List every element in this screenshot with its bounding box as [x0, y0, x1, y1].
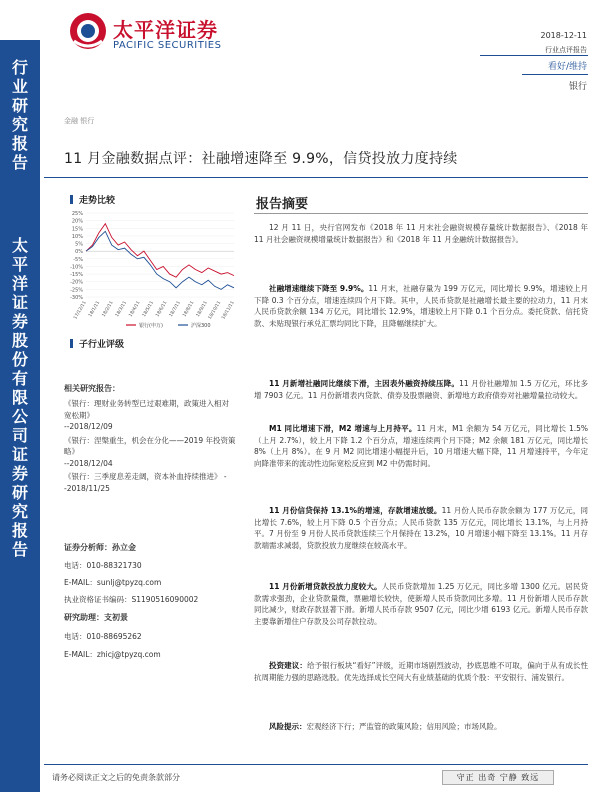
- y-tick-label: -30%: [70, 295, 83, 301]
- abstract-paragraph: M1 同比增速下滑，M2 增速与上月持平。11 月末，M1 余额为 54 万亿元，同比增长 1.5%（上月 2.7%），较上月下降 1.2 个百分点，增速连续两个月下降；M2 余额 181 万亿元，同比增长 8%（上月 8%）。在 9 月 M2 同比增速小幅提升后，10 月增速大幅下降，11 月增速持平，今年定向降准带来的流动性边际宽松反应到 M2 中仍需时间。: [254, 424, 588, 468]
- footer-rule: [44, 764, 588, 765]
- abstract-paragraph: 11 月份信贷保持 13.1%的增速，存款增速放缓。11 月份人民币存款余额为 177 万亿元，同比增长 7.6%，较上月下降 0.5 个百分点；人民币贷款 135 万亿元，同比增长 13.1%，与上月持平。7 月份至 9 月份人民币贷款连续三个月保持在 13.2%，10 月增速小幅下降至 13.1%。11 月存款端需求减弱，贷款投放力度继续在较高水平。: [254, 506, 588, 550]
- related-item[interactable]: 《银行：涅槃重生，机会在分化——2019 年投资策略》 --2018/12/04: [64, 435, 236, 468]
- abstract-paragraph: 风险提示：宏观经济下行；严监管的政策风险；信用风险；市场风险。: [269, 722, 502, 731]
- x-tick-label: 18/3/11: [115, 300, 129, 319]
- subindustry-heading: 子行业评级: [70, 337, 124, 350]
- series-line: [86, 224, 234, 277]
- y-tick-label: -15%: [70, 272, 83, 279]
- x-tick-label: 18/4/11: [128, 300, 142, 319]
- assistant-heading: 研究助理：支初景: [64, 613, 128, 622]
- assistant-phone: 电话：010-88695262: [64, 632, 142, 641]
- legend-label: 银行(申万): [139, 323, 163, 329]
- header-rule: [522, 74, 588, 75]
- analyst-license: 执业资格证书编码：S1190516090002: [64, 595, 199, 604]
- y-tick-label: -5%: [73, 256, 83, 263]
- header-rule: [480, 55, 588, 56]
- report-type: 行业点评报告: [545, 46, 587, 54]
- x-tick-label: 18/8/11: [182, 300, 196, 319]
- sidebar-top-label: 行 业 研 究 报 告: [11, 58, 28, 172]
- abstract-paragraph: 12 月 11 日，央行官网发布《2018 年 11 月末社会融资规模存量统计数据报告》、《2018 年 11 月社会融资规模增量统计数据报告》和《2018 年 11 月金融统计数据报告》。: [254, 223, 588, 244]
- sidebar: [0, 40, 40, 792]
- y-tick-label: -20%: [70, 279, 83, 286]
- trend-heading: 走势比较: [70, 193, 115, 206]
- abstract-paragraph: 投资建议：给予银行板块“看好”评级，近期市场剧烈波动，抄底思维不可取，偏向于从有成长性抗周期能力强的思路选股。优先选择成长空间大有业绩基础的优质个股：平安银行、浦发银行。: [254, 661, 588, 682]
- x-tick-label: 18/11/11: [221, 300, 236, 321]
- related-item[interactable]: 《银行：理财业务转型已过艰难期，政策进入相对宽松期》 --2018/12/09: [64, 399, 229, 431]
- x-tick-label: 18/9/11: [195, 300, 209, 319]
- y-tick-label: 20%: [71, 218, 83, 225]
- abstract-rule: [254, 213, 588, 214]
- series-line: [86, 231, 234, 289]
- industry-label: 银行: [568, 82, 587, 92]
- assistant-email[interactable]: E-MAIL：zhicj@tpyzq.com: [64, 650, 161, 659]
- logo-icon: [68, 11, 108, 51]
- x-tick-label: 18/2/11: [101, 300, 115, 319]
- y-tick-label: -25%: [70, 287, 83, 294]
- sidebar-company-label: 太 平 洋 证 券 股 份 有 限 公 司 证 券 研 究 报 告: [11, 236, 28, 559]
- y-tick-label: 5%: [75, 241, 83, 248]
- logo-english: PACIFIC SECURITIES: [113, 40, 222, 51]
- x-tick-label: 18/5/11: [141, 300, 156, 319]
- logo-chinese: 太平洋证券: [113, 18, 218, 42]
- y-tick-label: 0%: [75, 249, 83, 256]
- x-tick-label: 17/12/11: [73, 300, 88, 321]
- legend-label: 沪深300: [191, 323, 211, 329]
- analyst-phone: 电话：010-88321730: [64, 561, 142, 570]
- y-tick-label: -10%: [70, 264, 83, 271]
- y-tick-label: 10%: [71, 233, 83, 240]
- x-tick-label: 18/7/11: [168, 300, 182, 319]
- analyst-heading: 证券分析师：孙立金: [64, 543, 136, 552]
- abstract-paragraph: 社融增速继续下降至 9.9%。11 月末，社融存量为 199 万亿元，同比增长 9.9%，增速较上月下降 0.3 个百分点，增速连续四个月下降。其中，人民币贷款是社融增长最主要的拉动力，11 月末人民币贷款余额 134 万亿元，同比增长 12.9%，增速较上月下降 0.1 个百分点。委托贷款、信托贷款、未贴现银行承兑汇票均同比下降，且降幅继续扩大。: [254, 284, 588, 328]
- trend-chart: [56, 205, 238, 340]
- related-heading: 相关研究报告：: [64, 384, 120, 393]
- y-tick-label: 15%: [71, 226, 83, 233]
- title-rule: [44, 177, 588, 178]
- y-tick-label: 25%: [71, 211, 83, 217]
- x-tick-label: 18/10/11: [207, 300, 223, 321]
- report-date: 2018-12-11: [540, 31, 587, 40]
- x-tick-label: 18/1/11: [88, 300, 102, 319]
- company-motto: 守正 出奇 宁静 致远: [442, 770, 554, 785]
- x-tick-label: 18/6/11: [155, 300, 169, 319]
- related-item[interactable]: 《银行：三季度息差走阔，资本补血持续推进》 --2018/11/25: [64, 472, 227, 493]
- abstract-title: 报告摘要: [256, 197, 309, 212]
- abstract-paragraph: 11 月新增社融同比继续下滑，主因表外融资持续压降。11 月份社融增加 1.5 万亿元，环比多增 7903 亿元。11 月份新增表内贷款、债券及股票融资、新增地方政府债券对社融增量拉动较大。: [254, 379, 589, 400]
- disclaimer-note: 请务必阅读正文之后的免责条款部分: [52, 773, 180, 782]
- related-list: [64, 398, 236, 494]
- breadcrumb: 金融 银行: [64, 117, 95, 125]
- rating: 看好/维持: [547, 62, 587, 72]
- abstract-paragraph: 11 月份新增贷款投放力度较大。人民币贷款增加 1.25 万亿元，同比多增 1300 亿元。居民贷款需求强劲，企业贷款量微，票融增长较快，使新增人民币贷款同比多增。11 月份新增人民币存款同比减少，财政存款显著下滑。新增人民币存款 9507 亿元，同比少增 6193 亿元。新增人民币存款主要靠新增住户存款及公司存款拉动。: [254, 582, 588, 626]
- page-title: 11 月金融数据点评：社融增速降至 9.9%，信贷投放力度持续: [64, 151, 458, 167]
- analyst-email[interactable]: E-MAIL：sunlj@tpyzq.com: [64, 578, 162, 587]
